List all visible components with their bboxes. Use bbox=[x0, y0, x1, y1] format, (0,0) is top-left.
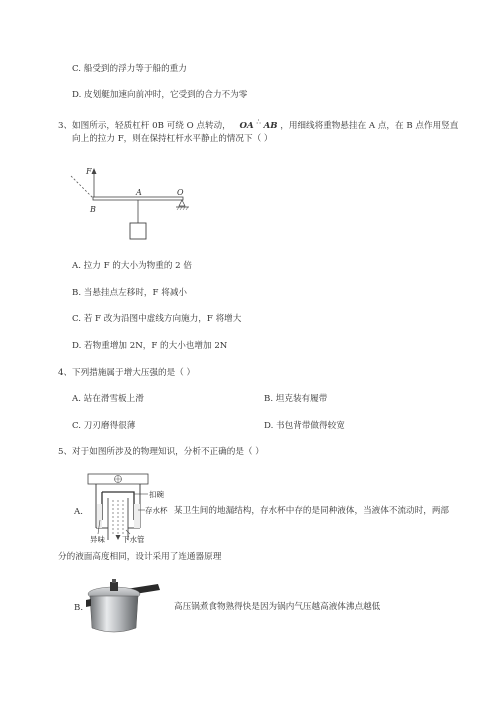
q2-option-d: D. 皮划艇加速向前冲时，它受到的合力不为零 bbox=[72, 90, 248, 100]
q5-option-b-text: 高压锅煮食物熟得快是因为锅内气压越高液体沸点越低 bbox=[174, 602, 381, 612]
q4-option-c: C. 刀刃磨得很薄 bbox=[72, 421, 136, 431]
q3-option-b: B. 当悬挂点左移时，F 将减小 bbox=[72, 288, 188, 298]
q4-option-d: D. 书包背带做得较宽 bbox=[264, 421, 345, 431]
pressure-valve bbox=[110, 582, 118, 591]
q5-option-b-label: B. bbox=[74, 603, 84, 613]
q3-option-d: D. 若物重增加 2N，F 的大小也增加 2N bbox=[72, 341, 228, 351]
q3-stem-part2: ，用细线将重物悬挂在 A 点，在 B 点作用竖直 bbox=[280, 121, 459, 131]
label-xiashuiguan: 下水管 bbox=[122, 535, 145, 544]
q2-option-c: C. 船受到的浮力等于船的重力 bbox=[72, 64, 187, 74]
q5-option-a-label: A. bbox=[74, 507, 83, 517]
label-O: O bbox=[177, 188, 184, 197]
q3-option-c: C. 若 F 改为沿图中虚线方向施力，F 将增大 bbox=[72, 314, 242, 324]
q5-option-a-text-line2: 分的液面高度相同，设计采用了连通器原理 bbox=[58, 552, 222, 562]
q3-stem-part1: 3、如图所示，轻质杠杆 0B 可绕 O 点转动， bbox=[58, 121, 231, 131]
q5-stem: 5、对于如图所涉及的物理知识，分析不正确的是（ ） bbox=[58, 447, 264, 457]
q3-formula-right: AB bbox=[263, 121, 278, 131]
q4-stem: 4、下列措施属于增大压强的是（ ） bbox=[58, 368, 196, 378]
q4-option-a: A. 站在滑雪板上滑 bbox=[72, 394, 144, 404]
label-cunshuibei: 存水杯 bbox=[145, 506, 168, 515]
q5-option-a-text-line1: 某卫生间的地漏结构，存水杯中存的是同种液体，当液体不流动时，两部 bbox=[174, 506, 450, 516]
label-kouwan: 扣碗 bbox=[149, 490, 164, 499]
q3-formula-symbol: ∴ bbox=[256, 118, 261, 126]
q3-stem-line2: 向上的拉力 F，则在保持杠杆水平静止的情况下（ ） bbox=[72, 134, 273, 144]
cooker-body bbox=[90, 596, 138, 632]
label-F: F bbox=[86, 167, 92, 176]
q4-option-b: B. 坦克装有履带 bbox=[264, 394, 328, 404]
label-yiwei: 异味 bbox=[90, 535, 105, 544]
q3-option-a: A. 拉力 F 的大小为物重的 2 倍 bbox=[72, 261, 192, 271]
label-B: B bbox=[90, 205, 96, 214]
label-A: A bbox=[136, 188, 142, 197]
q3-formula-left: OA bbox=[239, 121, 254, 131]
